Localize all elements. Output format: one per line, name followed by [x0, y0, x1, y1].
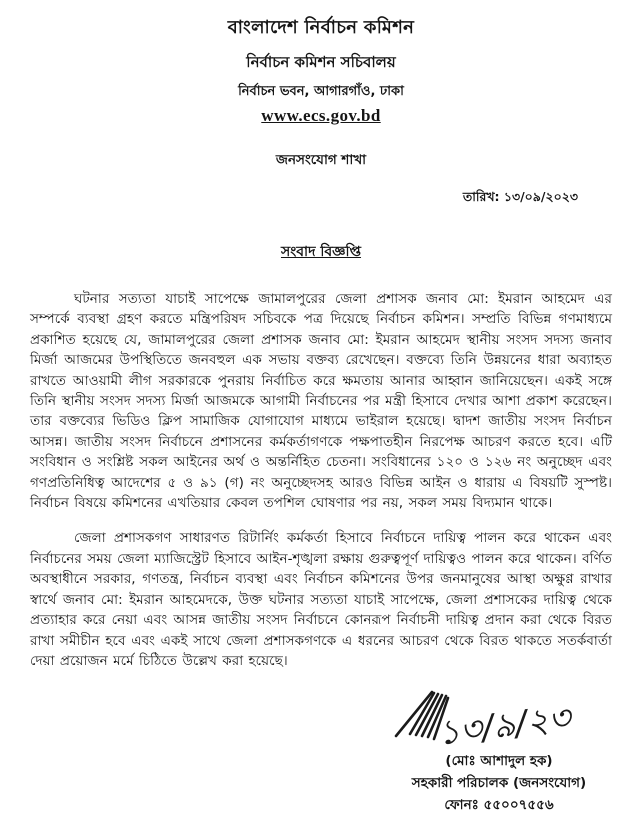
document-title: সংবাদ বিজ্ঞপ্তি — [280, 244, 362, 260]
org-secretariat: নির্বাচন কমিশন সচিবালয় — [246, 53, 396, 71]
website-url: www.ecs.gov.bd — [261, 106, 381, 125]
date-line: তারিখ: ১৩/০৯/২০২৩ — [462, 189, 578, 204]
signature-block — [390, 684, 608, 816]
body-paragraph-2: জেলা প্রশাসকগণ সাধারণত রিটার্নিং কর্মকর্তা হিসাবে নির্বাচনে দায়িত্ব পালন করে থাকেন এবং নির্বাচনের সময় জেলা ম্যাজিস্ট্রেট হিসাবে আইন-শৃঙ্খলা রক্ষায় গুরুত্বপূর্ণ দায়িত্বও পালন করে থাকেন। বর্ণিত অবস্থাধীনে সরকার, গণতন্ত্র, নির্বাচন ব্যবস্থা এবং নির্বাচন কমিশনের উপর জনমানুষের আস্থা অক্ষুণ্ণ রাখার স্বার্থে জনাব মো: ইমরান আহমেদকে, উক্ত ঘটনার সত্যতা যাচাই সাপেক্ষে, জেলা প্রশাসকের দায়িত্ব থেকে প্রত্যাহার করে নেয়া এবং আসন্ন জাতীয় সংসদ নির্বাচনে কোনরূপ নির্বাচনী দায়িত্ব প্রদান করা থেকে বিরত রাখা সমীচীন হবে এবং একই সাথে জেলা প্রশাসকগণকে এ ধরনের আচরণ থেকে বিরত থাকতে সতর্কবার্তা দেয়া প্রয়োজন মর্মে চিঠিতে উল্লেখ করা হয়েছে। — [30, 530, 612, 669]
signature-date-text: ১৩/৯/২৩ — [435, 698, 573, 754]
signatory-name: (মোঃ আশাদুল হক) — [445, 753, 553, 770]
signatory-designation: সহকারী পরিচালক (জনসংযোগ) — [411, 775, 587, 792]
org-name: বাংলাদেশ নির্বাচন কমিশন — [227, 17, 415, 38]
body-paragraph-1: ঘটনার সত্যতা যাচাই সাপেক্ষে জামালপুরের জেলা প্রশাসক জনাব মো: ইমরান আহমেদ এর সম্পর্কে ব্যবস্থা গ্রহণ করতে মন্ত্রিপরিষদ সচিবকে পত্র দিয়েছে নির্বাচন কমিশন। সম্প্রতি বিভিন্ন গণমাধ্যমে প্রকাশিত হয়েছে যে, জামালপুরের জেলা প্রশাসক জনাব মো: ইমরান আহমেদ স্থানীয় সংসদ সদস্য জনাব মির্জা আজমের উপস্থিতিতে জনবহুল এক সভায় বক্তব্য রেখেছেন। বক্তব্যে তিনি উন্নয়নের ধারা অব্যাহত রাখতে আওয়ামী লীগ সরকারকে পুনরায় নির্বাচিত করে ক্ষমতায় আনার আহ্বান জানিয়েছেন। একই সঙ্গে তিনি স্থানীয় সংসদ সদস্য মির্জা আজমকে আগামী নির্বাচনের পর মন্ত্রী হিসাবে দেখার আশা প্রকাশ করেছেন। তার বক্তব্যের ভিডিও ক্লিপ সামাজিক যোগাযোগ মাধ্যমে ভাইরাল হয়েছে। দ্বাদশ জাতীয় সংসদ নির্বাচন আসন্ন। জাতীয় সংসদ নির্বাচনে প্রশাসনের কর্মকর্তাগণকে পক্ষপাতহীন নিরপেক্ষ আচরণ করতে হবে। এটি সংবিধান ও সংশ্লিষ্ট সকল আইনের অর্থ ও অন্তর্নিহিত চেতনা। সংবিধানের ১২০ ও ১২৬ নং অনুচ্ছেদ এবং গণপ্রতিনিধিত্ব আদেশের ৫ ও ৯১ (গ) নং অনুচ্ছেদসহ আরও বিভিন্ন আইন ও ধারায় এ বিষয়টি সুস্পষ্ট। নির্বাচন বিষয়ে কমিশনের এখতিয়ার কেবল তপশিল ঘোষণার পর নয়, সকল সময় বিদ্যমান থাকে। — [30, 291, 612, 512]
signatory-phone: ফোনঃ ৫৫০০৭৫৫৬ — [444, 797, 554, 814]
signature-scribble — [390, 684, 600, 756]
letterhead — [30, 13, 612, 126]
branch-name: জনসংযোগ শাখা — [275, 152, 367, 168]
org-address: নির্বাচন ভবন, আগারগাঁও, ঢাকা — [238, 84, 404, 99]
